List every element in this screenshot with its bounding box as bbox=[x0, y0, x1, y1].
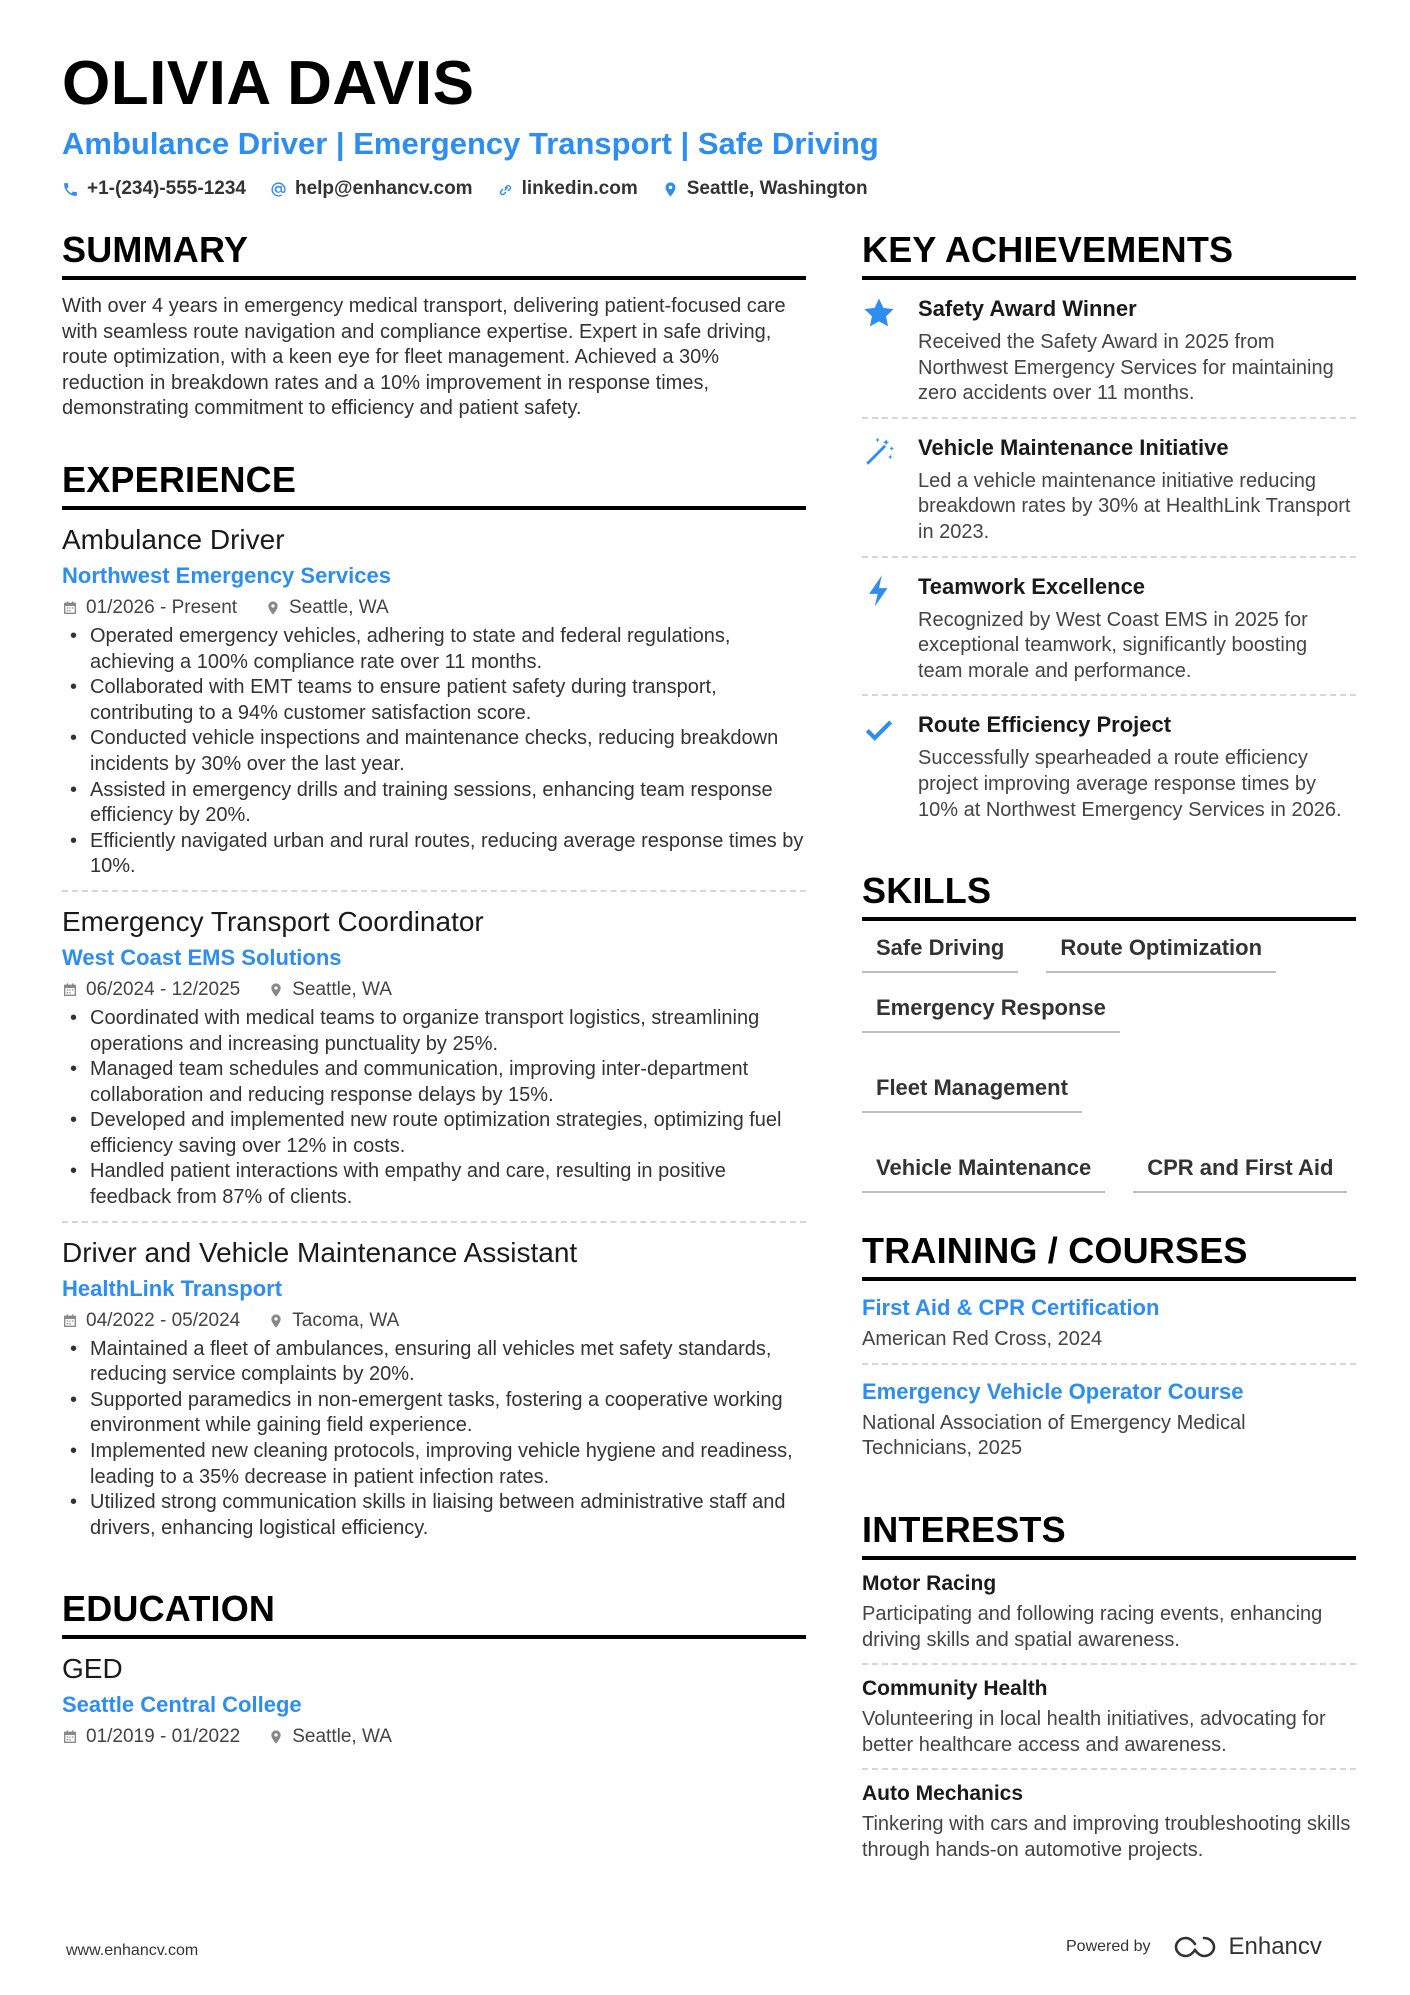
company-name: HealthLink Transport bbox=[62, 1275, 283, 1301]
calendar-icon bbox=[62, 982, 78, 998]
contact-phone[interactable] bbox=[62, 178, 246, 200]
brand-logo[interactable] bbox=[1173, 1933, 1322, 1961]
contact-location-text: Seattle, Washington bbox=[686, 178, 868, 199]
experience-entry bbox=[62, 510, 806, 892]
education-dates: 01/2019 - 01/2022 bbox=[86, 1726, 241, 1748]
interest-item bbox=[862, 1665, 1356, 1770]
achievements-section bbox=[862, 228, 1356, 833]
footer-branding bbox=[1066, 1933, 1322, 1961]
job-dates: 01/2026 - Present bbox=[86, 596, 238, 618]
candidate-name: OLIVIA DAVIS bbox=[62, 49, 475, 118]
job-location: Seattle, WA bbox=[289, 596, 389, 618]
footer-website[interactable]: www.enhancv.com bbox=[66, 1942, 199, 1959]
training-section bbox=[862, 1229, 1356, 1472]
contact-linkedin[interactable] bbox=[497, 178, 638, 200]
company-name: West Coast EMS Solutions bbox=[62, 944, 342, 970]
skills-list bbox=[862, 921, 1356, 1193]
location-icon bbox=[265, 600, 281, 616]
magic-wand-icon bbox=[862, 435, 896, 469]
contact-location bbox=[662, 178, 868, 200]
skill-tag: CPR and First Aid bbox=[1133, 1153, 1347, 1193]
education-location: Seattle, WA bbox=[292, 1726, 392, 1748]
skill-tag: Emergency Response bbox=[862, 993, 1120, 1033]
job-location: Seattle, WA bbox=[292, 978, 392, 1000]
achievement-item bbox=[862, 280, 1356, 419]
bullet-item: • Implemented new cleaning protocols, improving vehicle hygiene and readiness, leading to a 35% decrease in patient infection rates. bbox=[62, 1439, 806, 1490]
interest-title: Community Health bbox=[862, 1677, 1048, 1701]
summary-text: With over 4 years in emergency medical transport, delivering patient-focused care with seamless route navigation and compliance expertise. Expert in safe driving, route optimization, with a keen eye for fleet management. Achieved a 30% reduction in breakdown rates and a 10% improvement in response times, demonstrating commitment to efficiency and patient safety. bbox=[62, 295, 786, 420]
interests-heading: INTERESTS bbox=[862, 1508, 1356, 1560]
resume-header bbox=[62, 46, 1362, 200]
job-title: Driver and Vehicle Maintenance Assistant bbox=[62, 1236, 578, 1268]
job-dates: 06/2024 - 12/2025 bbox=[86, 978, 241, 1000]
course-item bbox=[862, 1281, 1356, 1365]
bullet-item: • Conducted vehicle inspections and maintenance checks, reducing breakdown incidents by 30% over the last year. bbox=[62, 726, 806, 777]
achievement-title: Teamwork Excellence bbox=[918, 573, 1146, 599]
education-entry bbox=[62, 1639, 806, 1763]
interests-section bbox=[862, 1508, 1356, 1874]
calendar-icon bbox=[62, 600, 78, 616]
bullet-item: • Coordinated with medical teams to organize transport logistics, streamlining operations and increasing punctuality by 25%. bbox=[62, 1006, 806, 1057]
bullet-item: • Efficiently navigated urban and rural routes, reducing average response times by 10%. bbox=[62, 829, 806, 880]
bullet-item: • Maintained a fleet of ambulances, ensuring all vehicles met safety standards, reducing service complaints by 20%. bbox=[62, 1337, 806, 1388]
bullet-item: • Utilized strong communication skills in liaising between administrative staff and drivers, enhancing logistical efficiency. bbox=[62, 1490, 806, 1541]
job-bullets bbox=[62, 1006, 806, 1211]
achievement-title: Vehicle Maintenance Initiative bbox=[918, 434, 1229, 460]
course-title: First Aid & CPR Certification bbox=[862, 1295, 1160, 1321]
company-name: Northwest Emergency Services bbox=[62, 562, 391, 588]
achievement-desc: Recognized by West Coast EMS in 2025 for exceptional teamwork, significantly boosting team morale and performance. bbox=[918, 608, 1308, 682]
degree: GED bbox=[62, 1653, 123, 1685]
bullet-item: • Handled patient interactions with empathy and care, resulting in positive feedback from 87% of clients. bbox=[62, 1159, 806, 1210]
location-icon bbox=[268, 1729, 284, 1745]
location-icon bbox=[268, 1313, 284, 1329]
candidate-tagline: Ambulance Driver | Emergency Transport | Safe Driving bbox=[62, 126, 879, 161]
achievement-title: Safety Award Winner bbox=[918, 296, 1137, 321]
enhancv-logo-icon bbox=[1173, 1934, 1219, 1960]
bullet-item: • Managed team schedules and communication, improving inter-department collaboration and reducing response delays by 15%. bbox=[62, 1057, 806, 1108]
interest-item bbox=[862, 1560, 1356, 1665]
skill-tag: Route Optimization bbox=[1046, 933, 1276, 973]
job-title: Ambulance Driver bbox=[62, 523, 285, 555]
skill-tag: Vehicle Maintenance bbox=[862, 1153, 1105, 1193]
interest-desc: Tinkering with cars and improving troubleshooting skills through hands-on automotive projects. bbox=[862, 1813, 1351, 1861]
interest-desc: Participating and following racing events, enhancing driving skills and spatial awareness. bbox=[862, 1602, 1323, 1651]
location-icon bbox=[268, 982, 284, 998]
contact-phone-text: +1-(234)-555-1234 bbox=[87, 178, 246, 199]
brand-name: Enhancv bbox=[1228, 1933, 1322, 1960]
course-title: Emergency Vehicle Operator Course bbox=[862, 1378, 1244, 1404]
lightning-icon bbox=[862, 574, 896, 608]
experience-entry bbox=[62, 892, 806, 1223]
phone-icon bbox=[62, 181, 79, 198]
achievement-item bbox=[862, 419, 1356, 558]
course-org: National Association of Emergency Medical Technicians, 2025 bbox=[862, 1411, 1246, 1460]
school-name: Seattle Central College bbox=[62, 1692, 302, 1718]
skills-section bbox=[862, 869, 1356, 1193]
achievement-title: Route Efficiency Project bbox=[918, 712, 1172, 738]
training-heading: TRAINING / COURSES bbox=[862, 1229, 1356, 1281]
bullet-item: • Supported paramedics in non-emergent tasks, fostering a cooperative working environment while gaining field experience. bbox=[62, 1388, 806, 1439]
job-bullets bbox=[62, 624, 806, 880]
summary-section bbox=[62, 228, 806, 422]
job-meta bbox=[62, 596, 806, 620]
education-heading: EDUCATION bbox=[62, 1587, 806, 1639]
at-icon bbox=[270, 181, 287, 198]
calendar-icon bbox=[62, 1729, 78, 1745]
contact-email-text: help@enhancv.com bbox=[294, 178, 473, 199]
experience-heading: EXPERIENCE bbox=[62, 458, 806, 510]
skill-tag: Fleet Management bbox=[862, 1073, 1082, 1113]
link-icon bbox=[497, 181, 514, 198]
education-section bbox=[62, 1587, 806, 1763]
interest-title: Auto Mechanics bbox=[862, 1782, 1024, 1806]
location-icon bbox=[662, 181, 679, 198]
job-meta bbox=[62, 1309, 806, 1333]
interest-desc: Volunteering in local health initiatives, advocating for better healthcare access and awareness. bbox=[862, 1708, 1326, 1756]
achievement-desc: Received the Safety Award in 2025 from Northwest Emergency Services for maintaining zero accidents over 11 months. bbox=[918, 331, 1334, 405]
contact-email[interactable] bbox=[270, 178, 473, 200]
star-icon bbox=[862, 296, 896, 330]
bullet-item: • Operated emergency vehicles, adhering to state and federal regulations, achieving a 100% compliance rate over 11 months. bbox=[62, 624, 806, 675]
achievement-item bbox=[862, 558, 1356, 697]
contact-linkedin-text: linkedin.com bbox=[521, 178, 638, 199]
education-meta bbox=[62, 1725, 806, 1749]
achievement-item bbox=[862, 696, 1356, 833]
left-column bbox=[62, 228, 806, 1799]
job-meta bbox=[62, 978, 806, 1002]
contact-bar bbox=[62, 178, 1362, 200]
bullet-item: • Assisted in emergency drills and training sessions, enhancing team response efficiency by 20%. bbox=[62, 778, 806, 829]
skill-tag: Safe Driving bbox=[862, 933, 1018, 973]
job-location: Tacoma, WA bbox=[292, 1309, 400, 1331]
bullet-item: • Developed and implemented new route optimization strategies, optimizing fuel efficiency saving over 12% in costs. bbox=[62, 1108, 806, 1159]
interest-title: Motor Racing bbox=[862, 1571, 997, 1595]
achievement-desc: Successfully spearheaded a route efficiency project improving average response times by 10% at Northwest Emergency Services in 2026. bbox=[918, 747, 1342, 821]
experience-entry bbox=[62, 1223, 806, 1552]
right-column bbox=[862, 228, 1356, 1909]
job-bullets bbox=[62, 1337, 806, 1542]
job-dates: 04/2022 - 05/2024 bbox=[86, 1309, 241, 1331]
experience-section bbox=[62, 458, 806, 1551]
skills-heading: SKILLS bbox=[862, 869, 1356, 921]
checkmark-icon bbox=[862, 712, 896, 746]
job-title: Emergency Transport Coordinator bbox=[62, 905, 484, 937]
summary-heading: SUMMARY bbox=[62, 228, 806, 280]
powered-by-label: Powered by bbox=[1066, 1938, 1151, 1955]
achievements-heading: KEY ACHIEVEMENTS bbox=[862, 228, 1356, 280]
calendar-icon bbox=[62, 1313, 78, 1329]
achievement-desc: Led a vehicle maintenance initiative reducing breakdown rates by 30% at HealthLink Transport in 2023. bbox=[918, 469, 1351, 543]
bullet-item: • Collaborated with EMT teams to ensure patient safety during transport, contributing to a 94% customer satisfaction score. bbox=[62, 675, 806, 726]
course-org: American Red Cross, 2024 bbox=[862, 1328, 1103, 1351]
interest-item bbox=[862, 1770, 1356, 1873]
course-item bbox=[862, 1365, 1356, 1472]
